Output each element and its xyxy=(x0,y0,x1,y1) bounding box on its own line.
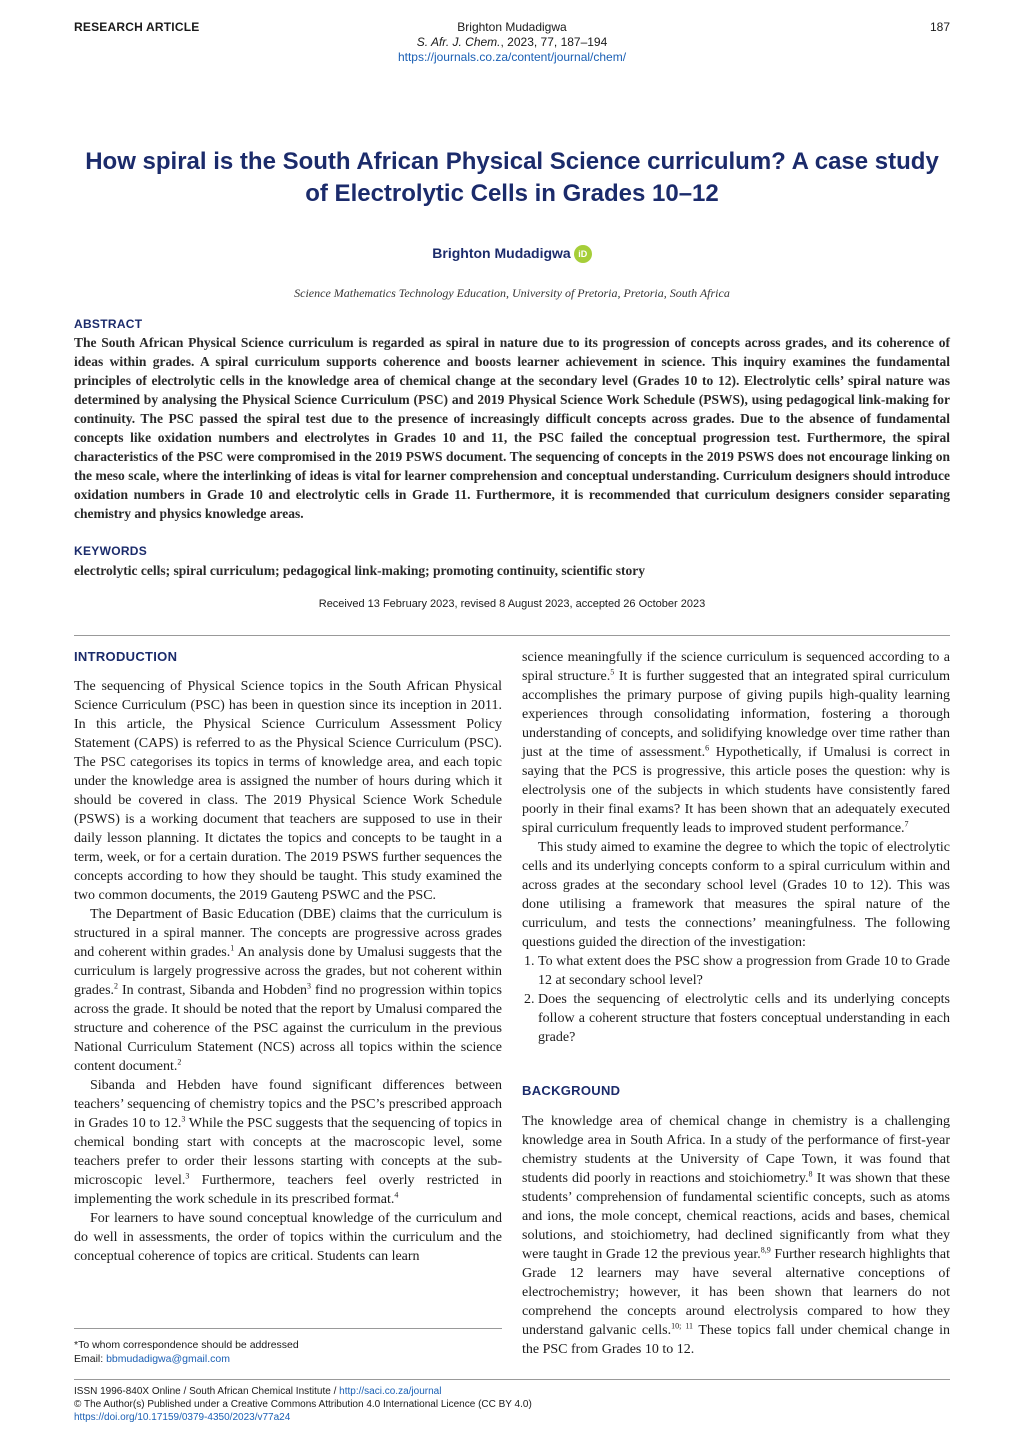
doi-link[interactable]: https://doi.org/10.17159/0379-4350/2023/v77a24 xyxy=(74,1412,291,1423)
journal-url-link[interactable]: https://journals.co.za/content/journal/chem/ xyxy=(397,50,627,64)
running-header xyxy=(0,20,1024,65)
correspondence-footnote xyxy=(74,1338,299,1366)
right-paragraph-2: This study aimed to examine the degree to which the topic of electrolytic cells and its underlying concepts conform to a spiral curriculum within and across grades at the secondary school level (Grades 10 to 12). This was done utilising a framework that measures the spiral nature of the curriculum, and tests the connections’ meaningfulness. The following questions guided the direction of the investigation: xyxy=(522,840,950,950)
citation-ref[interactable]: 3 xyxy=(307,981,312,991)
saci-link[interactable]: http://saci.co.za/journal xyxy=(339,1386,442,1397)
page-number: 187 xyxy=(929,20,950,34)
correspondence-note: *To whom correspondence should be addressed xyxy=(74,1339,299,1351)
right-column xyxy=(522,648,950,1047)
citation-ref[interactable]: 10; 11 xyxy=(671,1321,694,1331)
background-paragraph: The knowledge area of chemical change in chemistry is a challenging knowledge area in South Africa. In a study of the performance of first-year chemistry students at the University of Cape Town, it was found that students did poorly in reactions and stoichiometry.$^8$ It was shown that these students’ comprehension of fundamental scientific concepts, such as atoms and ions, the mole concept, chemical reactions, acids and bases, chemical solutions, and stoichiometry, had declined significantly from what they were taught in Grade 12 the previous year.$^{8,9}$ Further research highlights that Grade 12 learners may have several alternative conceptions of electrochemistry; however, it has been shown that learners do not comprehend the concepts around electrolysis compared to how they understand galvanic cells.$^{10; 11}$ These topics fall under chemical change in the PSC from Grades 10 to 12. xyxy=(522,1114,951,1357)
intro-paragraph-1: The sequencing of Physical Science topics in the South African Physical Science Curriculum (PSC) has been in question since its inception in 2011. In this article, the Physical Science Curriculum Assessment Policy Statement (CAPS) is referred to as the Physical Science Curriculum (PSC). The PSC categorises its topics in terms of knowledge area, and each topic under the knowledge area is assigned the number of hours during which it should be covered in class. The 2019 Physical Science Work Schedule (PSWS) is a working document that teachers are supposed to use in their daily lesson planning. It dictates the topics and concepts to be taught in a term, week, or for a certain duration. The 2019 PSWS further sequences the concepts according to how they should be taught. This study examined the two common documents, the 2019 Gauteng PSWC and the PSC. xyxy=(74,679,502,903)
citation-ref[interactable]: 5 xyxy=(610,667,615,677)
intro-paragraph-2: The Department of Basic Education (DBE) claims that the curriculum is structured in a spiral manner. The concepts are progressive across grades and coherent within grades.$^1$ An analysis done by Umalusi suggests that the curriculum is largely progressive across the grades, but not coherent within grades.$^2$ In contrast, Sibanda and Hobden$^3$ find no progression within topics across the grade. It should be noted that the report by Umalusi compared the structure and coherence of the PSC against the curriculum in the previous National Curriculum Statement (NCS) across all topics within the science content document.$^2$ xyxy=(74,907,502,1074)
running-header-citation xyxy=(0,35,1024,50)
keywords-heading: KEYWORDS xyxy=(74,544,148,558)
author-name: Brighton Mudadigwa xyxy=(432,245,571,261)
author-line xyxy=(0,245,1024,263)
publication-info xyxy=(74,1385,532,1424)
introduction-heading: INTRODUCTION xyxy=(74,649,178,664)
footnote-divider xyxy=(74,1328,502,1329)
article-title: How spiral is the South African Physical Science curriculum? A case study of Electrolytic Cells in Grades 10–12 xyxy=(85,148,939,207)
citation-ref[interactable]: 3 xyxy=(181,1114,186,1124)
citation-ref[interactable]: 2 xyxy=(114,981,119,991)
received-dates: Received 13 February 2023, revised 8 August 2023, accepted 26 October 2023 xyxy=(318,598,706,610)
email-link[interactable]: bbmudadigwa@gmail.com xyxy=(106,1353,230,1365)
journal-name: S. Afr. J. Chem. xyxy=(416,35,501,49)
citation-ref[interactable]: 6 xyxy=(705,743,710,753)
citation-ref[interactable]: 1 xyxy=(230,943,235,953)
citation-ref[interactable]: 7 xyxy=(904,819,909,829)
intro-paragraph-3: Sibanda and Hebden have found significant differences between teachers’ sequencing of chemistry topics and the PSC’s prescribed approach in Grades 10 to 12.$^3$ While the PSC suggests that the sequencing of topics in chemical bonding start with concepts at the macroscopic level, some teachers prefer to order their lessons starting with concepts at the sub-microscopic level.$^3$ Furthermore, teachers feel overly restricted in implementing the work schedule in its prescribed format.$^4$ xyxy=(74,1078,502,1207)
research-question-2: 2. Does the sequencing of electrolytic cells and its underlying concepts follow a coherent structure that fosters conceptual understanding in each grade? xyxy=(538,990,950,1047)
right-paragraph-1: science meaningfully if the science curriculum is sequenced according to a spiral structure.$^5$ It is further suggested that an integrated spiral curriculum accomplishes the primary purpose of giving pupils high-quality learning experiences through consolidating information, fostering a thorough understanding of concepts, and solidifying knowledge over time rather than just at the time of assessment.$^6$ Hypothetically, if Umalusi is correct in saying that the PCS is progressive, this article poses the question: why is electrolysis one of the subjects in which students have consistently fared poorly in their final exams? It has been shown that an adequately executed spiral curriculum frequently leads to improved student performance.$^7$ xyxy=(522,650,950,836)
citation-details: , 2023, 77, 187–194 xyxy=(500,35,608,49)
citation-ref[interactable]: 2 xyxy=(177,1057,182,1067)
research-questions xyxy=(522,952,950,1047)
citation-ref[interactable]: 8 xyxy=(808,1169,813,1179)
background-text xyxy=(522,1112,950,1359)
bottom-divider xyxy=(74,1379,950,1380)
abstract-heading: ABSTRACT xyxy=(74,317,143,331)
citation-ref[interactable]: 3 xyxy=(185,1171,190,1181)
keywords-text: electrolytic cells; spiral curriculum; pedagogical link-making; promoting continuity, scientific story xyxy=(74,563,645,578)
affiliation: Science Mathematics Technology Education, University of Pretoria, Pretoria, South Africa xyxy=(294,286,730,300)
intro-paragraph-4: For learners to have sound conceptual knowledge of the curriculum and do well in assessments, the order of topics within the curriculum and the conceptual coherence of topics are critical. Students can learn xyxy=(74,1211,502,1264)
abstract-text: The South African Physical Science curriculum is regarded as spiral in nature due to its progression of concepts across grades, and its coherence of ideas within grades. A spiral curriculum supports coherence and boosts learner achievement in science. This inquiry examines the fundamental principles of electrolytic cells in the knowledge area of chemical change at the secondary level (Grades 10 to 12). Electrolytic cells’ spiral nature was determined by analysing the Physical Science Curriculum (PSC) and 2019 Physical Science Work Schedule (PSWS), using pedagogical link-making for continuity. The PSC passed the spiral test due to the presence of increasingly difficult concepts across grades. Due to the absence of fundamental concepts like oxidation numbers and electrolytes in Grades 10 and 11, the PSC failed the conceptual progression test. Furthermore, the spiral characteristics of the PSC were compromised in the 2019 PSWS document. The sequencing of concepts in the 2019 PSWS does not encourage linking on the meso scale, where the interlinking of ideas is vital for learner comprehension and conceptual understanding. Curriculum designers should introduce oxidation numbers in Grade 10 and electrolytic cells in Grade 11. Furthermore, it is recommended that curriculum designers consider separating chemistry and physics knowledge areas. xyxy=(74,335,950,521)
issn-text: ISSN 1996-840X Online / South African Chemical Institute / xyxy=(74,1386,340,1397)
article-type-label: RESEARCH ARTICLE xyxy=(74,20,200,34)
research-question-1: 1. To what extent does the PSC show a progression from Grade 10 to Grade 12 at secondary school level? xyxy=(538,952,950,990)
citation-ref[interactable]: 8,9 xyxy=(760,1245,771,1255)
citation-ref[interactable]: 4 xyxy=(394,1190,399,1200)
email-label: Email: xyxy=(74,1353,107,1365)
running-header-author: Brighton Mudadigwa xyxy=(457,20,567,34)
divider xyxy=(74,635,950,636)
orcid-icon[interactable]: iD xyxy=(574,245,592,263)
license-text: © The Author(s) Published under a Creative Commons Attribution 4.0 International Licence (CC BY 4.0) xyxy=(74,1399,532,1410)
background-heading: BACKGROUND xyxy=(522,1083,621,1098)
left-column xyxy=(74,677,502,1266)
